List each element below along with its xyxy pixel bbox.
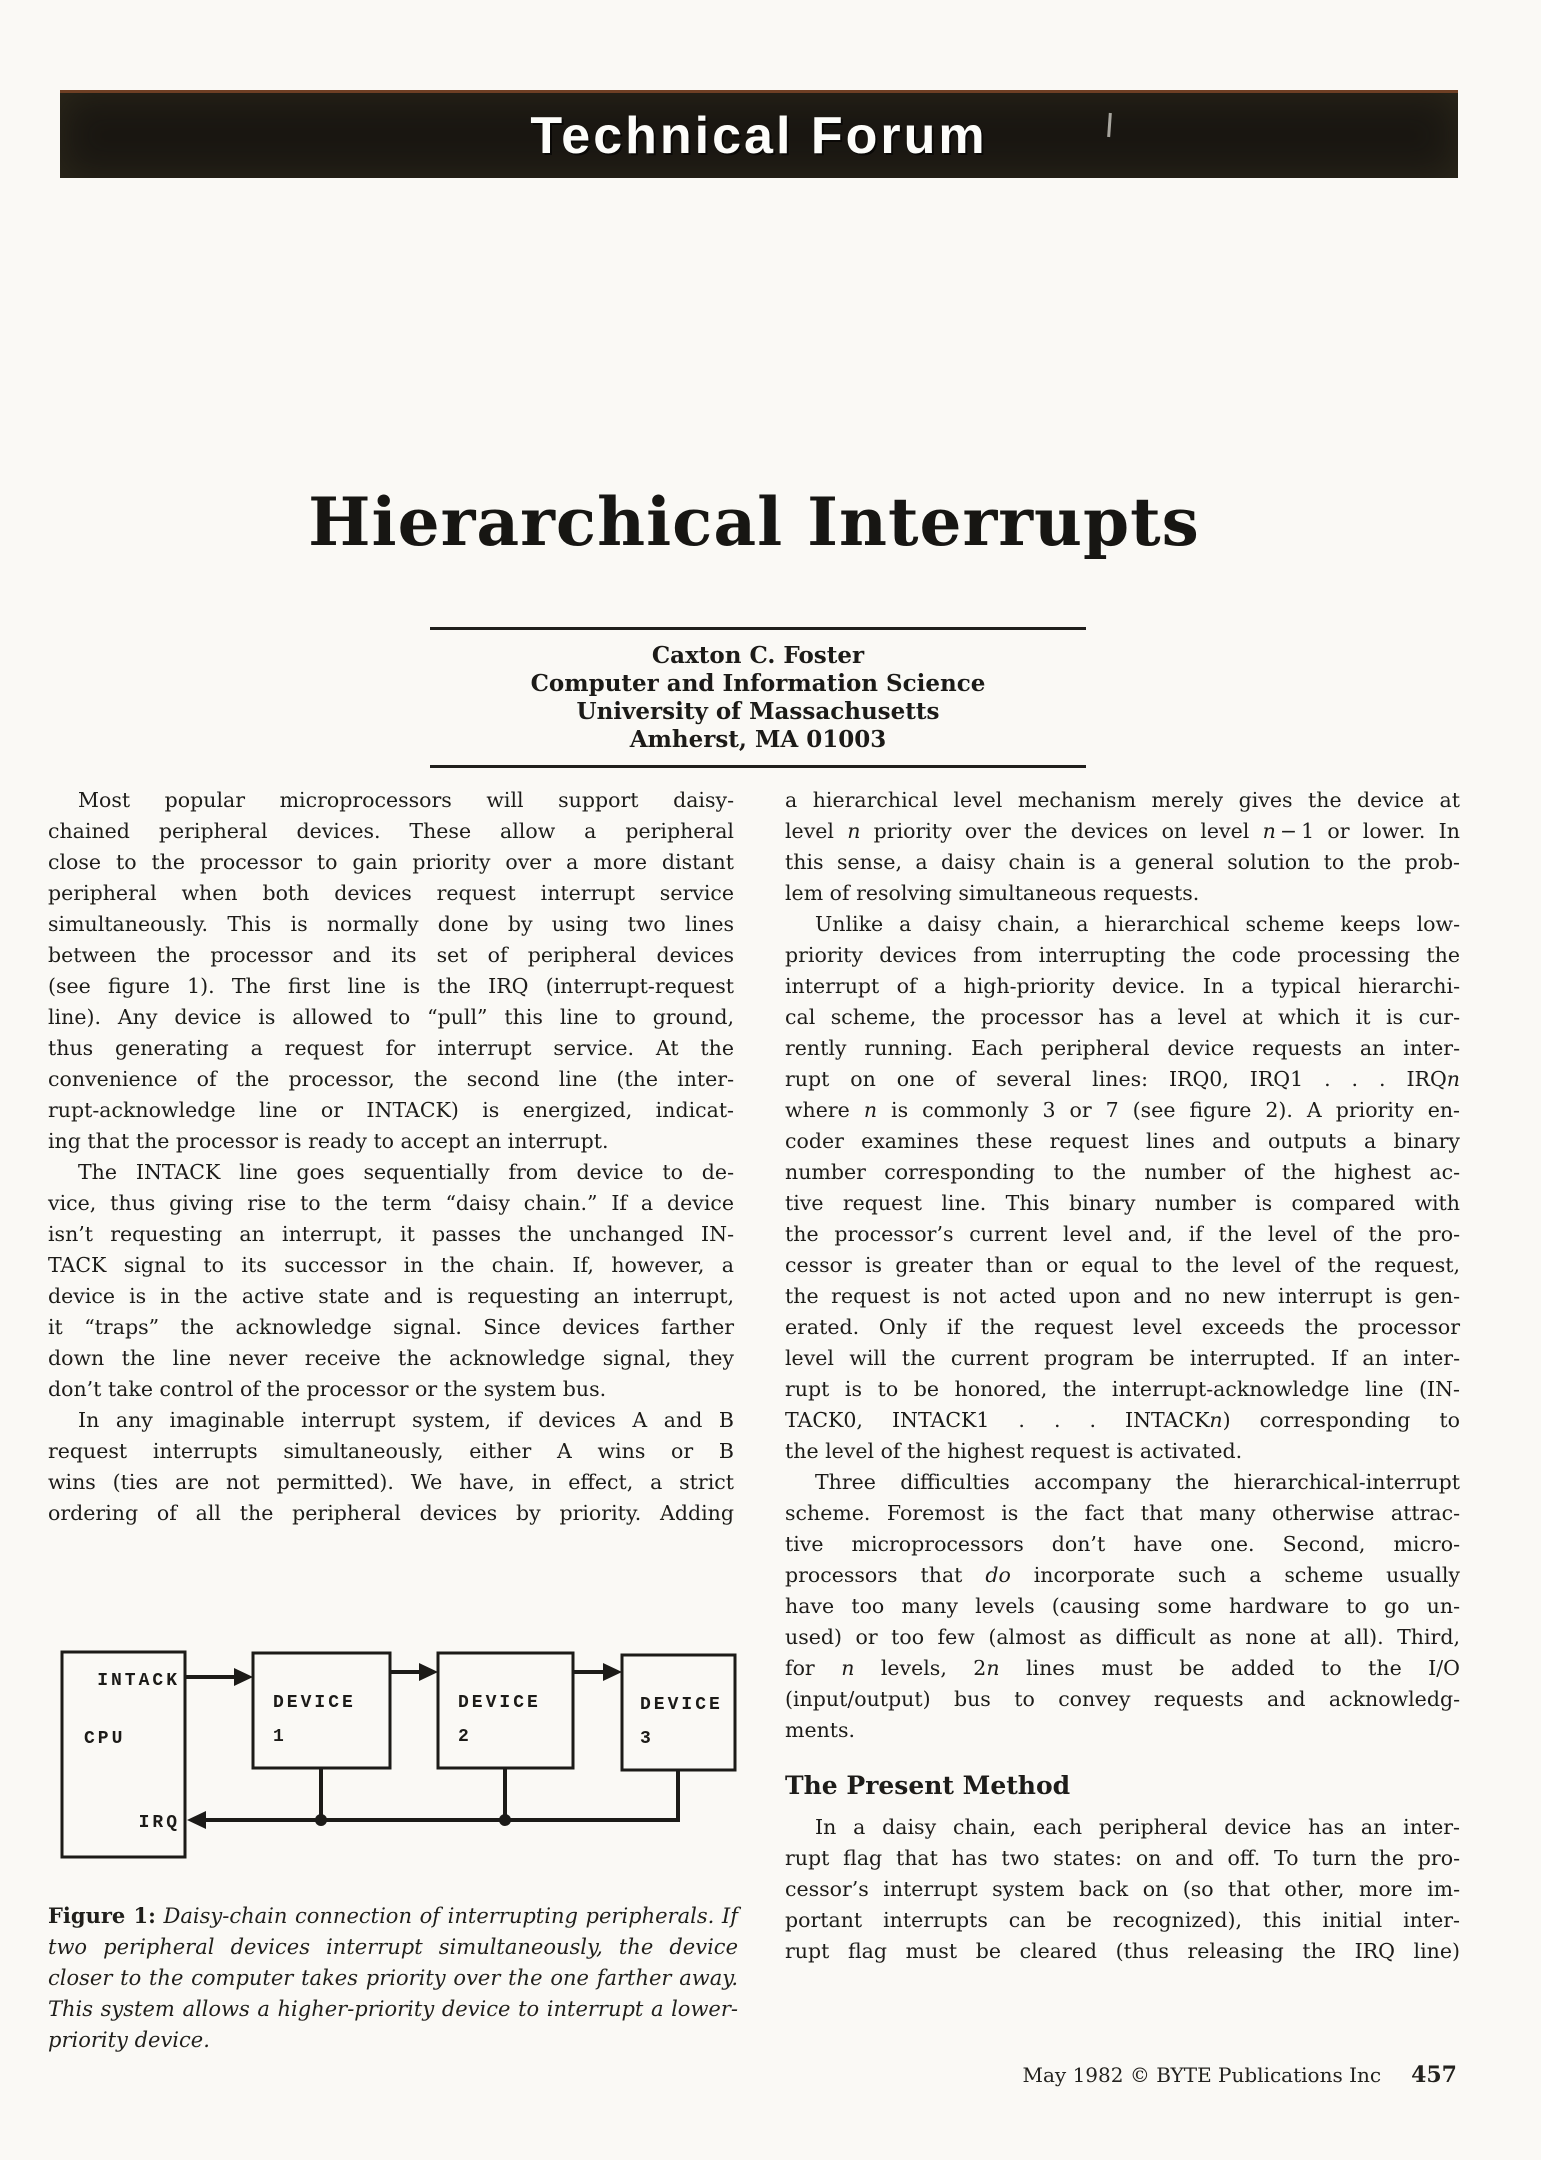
scan-artifact-mark bbox=[1107, 113, 1112, 137]
banner-title: Technical Forum bbox=[530, 106, 988, 165]
text-line: where n is commonly 3 or 7 (see figure 2). A priority en- bbox=[785, 1098, 1460, 1122]
text-line: coder examines these request lines and outputs a binary bbox=[785, 1129, 1460, 1153]
text-line: isn’t requesting an interrupt, it passes the unchanged IN- bbox=[48, 1222, 734, 1246]
text-line: Most popular microprocessors will support daisy- bbox=[78, 788, 734, 812]
text-line: the level of the highest request is activated. bbox=[785, 1439, 1243, 1463]
device-1-label: DEVICE bbox=[273, 1693, 356, 1713]
daisy-chain-diagram bbox=[48, 1645, 748, 1870]
author-department: Computer and Information Science bbox=[530, 670, 986, 697]
text-line: device is in the active state and is requesting an interrupt, bbox=[48, 1284, 734, 1308]
text-line: The INTACK line goes sequentially from device to de- bbox=[78, 1160, 734, 1184]
cpu-label: CPU bbox=[84, 1729, 126, 1749]
text-line: priority devices from interrupting the code processing the bbox=[785, 943, 1460, 967]
text-line: In a daisy chain, each peripheral device has an inter- bbox=[815, 1815, 1460, 1839]
page-footer bbox=[1023, 2062, 1457, 2088]
text-line: used) or too few (almost as difficult as none at all). Third, bbox=[785, 1625, 1460, 1649]
text-line: the processor’s current level and, if the level of the pro- bbox=[785, 1222, 1460, 1246]
text-line: portant interrupts can be recognized), this initial inter- bbox=[785, 1908, 1460, 1932]
text-line: tive request line. This binary number is compared with bbox=[785, 1191, 1460, 1215]
author-name: Caxton C. Foster bbox=[651, 642, 865, 669]
text-line: line). Any device is allowed to “pull” this line to ground, bbox=[48, 1005, 734, 1029]
text-line: cessor is greater than or equal to the level of the request, bbox=[785, 1253, 1460, 1277]
text-line: This system allows a higher-priority device to interrupt a lower- bbox=[48, 1997, 738, 2021]
text-line: have too many levels (causing some hardware to go un- bbox=[785, 1594, 1460, 1618]
arrowhead-icon bbox=[603, 1663, 622, 1681]
text-line: Figure 1: Daisy-chain connection of interrupting peripherals. If bbox=[48, 1903, 738, 1928]
text-line: it “traps” the acknowledge signal. Since devices farther bbox=[48, 1315, 734, 1339]
text-line: ing that the processor is ready to accept an interrupt. bbox=[48, 1129, 609, 1153]
text-line: processors that do incorporate such a scheme usually bbox=[785, 1563, 1461, 1587]
text-line: request interrupts simultaneously, either A wins or B bbox=[48, 1439, 734, 1463]
text-line: Three difficulties accompany the hierarchical-interrupt bbox=[815, 1470, 1460, 1494]
text-line: simultaneously. This is normally done by using two lines bbox=[48, 912, 734, 936]
text-line: closer to the computer takes priority over the one farther away. bbox=[48, 1966, 738, 1990]
article-title: Hierarchical Interrupts bbox=[308, 483, 1200, 561]
text-line: rupt flag that has two states: on and off. To turn the pro- bbox=[785, 1846, 1460, 1870]
figure-1-diagram bbox=[48, 1645, 748, 1870]
technical-forum-banner bbox=[60, 90, 1458, 178]
junction-dot bbox=[315, 1814, 327, 1826]
text-line: (see figure 1). The first line is the IRQ (interrupt-request bbox=[48, 974, 734, 998]
text-line: erated. Only if the request level exceeds the processor bbox=[785, 1315, 1460, 1339]
text-line: this sense, a daisy chain is a general solution to the prob- bbox=[785, 850, 1460, 874]
text-line: for n levels, 2n lines must be added to the I/O bbox=[785, 1656, 1460, 1680]
arrowhead-icon bbox=[234, 1668, 253, 1686]
copyright-text: May 1982 © BYTE Publications Inc bbox=[1022, 2063, 1382, 2087]
device-2-number: 2 bbox=[458, 1727, 472, 1747]
text-line: tive microprocessors don’t have one. Second, micro- bbox=[785, 1532, 1460, 1556]
text-line: interrupt of a high-priority device. In a typical hierarchi- bbox=[785, 974, 1460, 998]
text-line: ordering of all the peripheral devices by priority. Adding bbox=[48, 1501, 734, 1525]
text-line: rupt on one of several lines: IRQ0, IRQ1 . . . IRQn bbox=[785, 1067, 1460, 1091]
text-line: rently running. Each peripheral device requests an inter- bbox=[785, 1036, 1460, 1060]
text-line: ments. bbox=[785, 1718, 856, 1742]
figure-caption-label: Figure 1: bbox=[48, 1903, 156, 1928]
text-line: a hierarchical level mechanism merely gives the device at bbox=[785, 788, 1460, 812]
text-line: Unlike a daisy chain, a hierarchical scheme keeps low- bbox=[815, 912, 1460, 936]
text-line: rupt is to be honored, the interrupt-acknowledge line (IN- bbox=[785, 1377, 1460, 1401]
text-line: close to the processor to gain priority over a more distant bbox=[48, 850, 734, 874]
device-2-label: DEVICE bbox=[458, 1693, 541, 1713]
figure-1-caption bbox=[48, 1900, 738, 2056]
text-line: two peripheral devices interrupt simultaneously, the device bbox=[48, 1935, 738, 1959]
arrowhead-icon bbox=[419, 1663, 438, 1681]
text-line: chained peripheral devices. These allow a peripheral bbox=[48, 819, 734, 843]
text-line: cessor’s interrupt system back on (so that other, more im- bbox=[785, 1877, 1460, 1901]
text-line: rupt flag must be cleared (thus releasing the IRQ line) bbox=[785, 1939, 1460, 1963]
text-line: number corresponding to the number of the highest ac- bbox=[785, 1160, 1460, 1184]
text-line: down the line never receive the acknowledge signal, they bbox=[48, 1346, 734, 1370]
text-line: convenience of the processor, the second line (the inter- bbox=[48, 1067, 734, 1091]
text-line: don’t take control of the processor or the system bus. bbox=[48, 1377, 607, 1401]
author-address: Amherst, MA 01003 bbox=[629, 726, 887, 753]
text-line: the request is not acted upon and no new interrupt is gen- bbox=[785, 1284, 1460, 1308]
irq-line-label: IRQ bbox=[138, 1813, 180, 1833]
right-column bbox=[785, 785, 1460, 1967]
text-line: cal scheme, the processor has a level at which it is cur- bbox=[785, 1005, 1460, 1029]
text-line: scheme. Foremost is the fact that many otherwise attrac- bbox=[785, 1501, 1460, 1525]
text-line: lem of resolving simultaneous requests. bbox=[785, 881, 1200, 905]
intack-line-label: INTACK bbox=[97, 1671, 180, 1691]
page-number: 457 bbox=[1411, 2062, 1457, 2088]
author-institution: University of Massachusetts bbox=[576, 698, 940, 725]
device-3-number: 3 bbox=[640, 1729, 654, 1749]
junction-dot bbox=[499, 1814, 511, 1826]
text-line: TACK signal to its successor in the chain. If, however, a bbox=[48, 1253, 734, 1277]
text-line: peripheral when both devices request interrupt service bbox=[48, 881, 734, 905]
text-line: rupt-acknowledge line or INTACK) is energized, indicat- bbox=[48, 1098, 734, 1122]
section-heading: The Present Method bbox=[785, 1771, 1071, 1800]
text-line: TACK0, INTACK1 . . . INTACKn) corresponding to bbox=[785, 1408, 1461, 1432]
author-block bbox=[430, 627, 1086, 768]
text-line: level n priority over the devices on level n − 1 or lower. In bbox=[785, 819, 1460, 843]
device-3-label: DEVICE bbox=[640, 1695, 723, 1715]
left-column bbox=[48, 785, 734, 1529]
text-line: (input/output) bus to convey requests and acknowledg- bbox=[785, 1687, 1460, 1711]
text-line: wins (ties are not permitted). We have, in effect, a strict bbox=[48, 1470, 734, 1494]
text-line: thus generating a request for interrupt service. At the bbox=[48, 1036, 734, 1060]
text-line: vice, thus giving rise to the term “daisy chain.” If a device bbox=[48, 1191, 734, 1215]
text-line: In any imaginable interrupt system, if devices A and B bbox=[78, 1408, 734, 1432]
text-line: priority device. bbox=[48, 2028, 210, 2052]
text-line: between the processor and its set of peripheral devices bbox=[48, 943, 734, 967]
text-line: level will the current program be interrupted. If an inter- bbox=[785, 1346, 1460, 1370]
device-1-number: 1 bbox=[273, 1727, 287, 1747]
